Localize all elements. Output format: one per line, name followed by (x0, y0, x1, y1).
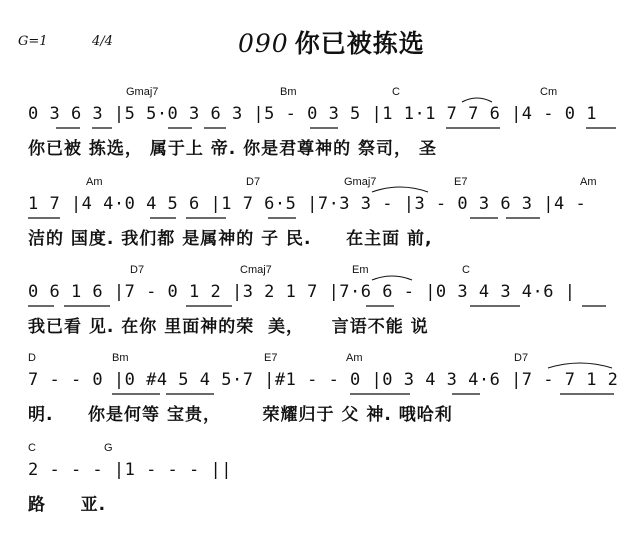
chord: C (392, 86, 400, 98)
chord: Gmaj7 (344, 176, 377, 188)
chord: D7 (130, 264, 145, 276)
notation-row: 1 7 |4 4·0 4 5 6 |1 7 6·5 |7·3 3 - |3 - 0 3 6 3 |4 - (28, 194, 587, 214)
lyrics-row: 明. 你是何等 宝贵， 荣耀归于 父 神. 哦哈利 (28, 405, 453, 425)
lyrics-row: 我已看 见. 在你 里面神的荣 美， 言语不能 说 (28, 317, 429, 337)
song-number: 090 (238, 29, 289, 58)
time-signature: 4/4 (92, 34, 113, 49)
song-title (238, 24, 425, 60)
song-title-text: 你已被拣选 (294, 29, 425, 58)
beat-underlines (0, 176, 640, 236)
chord: C (462, 264, 470, 276)
chord: D7 (514, 352, 529, 364)
chord: Bm (112, 352, 129, 364)
chord: Am (580, 176, 597, 188)
chord: Am (86, 176, 103, 188)
chord: C (28, 442, 36, 454)
chord: Bm (280, 86, 297, 98)
lyrics-row: 路 亚. (28, 495, 107, 515)
beat-underlines (0, 86, 640, 146)
notation-row: 2 - - - |1 - - - || (28, 460, 232, 480)
lyrics-row: 你已被 拣选， 属于上 帝. 你是君尊神的 祭司， 圣 (28, 139, 437, 159)
notation-row: 7 - - 0 |0 #4 5 4 5·7 |#1 - - 0 |0 3 4 3 4·6 |7 - 7 1 2 (28, 370, 619, 390)
lyrics-row: 洁的 国度. 我们都 是属神的 子 民. 在主面 前, (28, 229, 433, 249)
chord: D7 (246, 176, 261, 188)
notation-row: 0 3 6 3 |5 5·0 3 6 3 |5 - 0 3 5 |1 1·1 7 7 6 |4 - 0 1 (28, 104, 597, 124)
chord: Cmaj7 (240, 264, 272, 276)
chord: Gmaj7 (126, 86, 159, 98)
chord: E7 (454, 176, 468, 188)
chord: Em (352, 264, 369, 276)
notation-row: 0 6 1 6 |7 - 0 1 2 |3 2 1 7 |7·6 6 - |0 3 4 3 4·6 | (28, 282, 576, 302)
chord: Cm (540, 86, 558, 98)
chord: G (104, 442, 113, 454)
beat-underlines (0, 264, 640, 324)
key-signature: G=1 (18, 34, 48, 49)
score-line-1 (0, 86, 640, 178)
score-line-2 (0, 176, 640, 268)
chord: E7 (264, 352, 278, 364)
score-line-4 (0, 352, 640, 444)
score-line-3 (0, 264, 640, 356)
chord: Am (346, 352, 363, 364)
beat-underlines (0, 352, 640, 412)
chord: D (28, 352, 36, 364)
score-line-5 (0, 442, 640, 534)
